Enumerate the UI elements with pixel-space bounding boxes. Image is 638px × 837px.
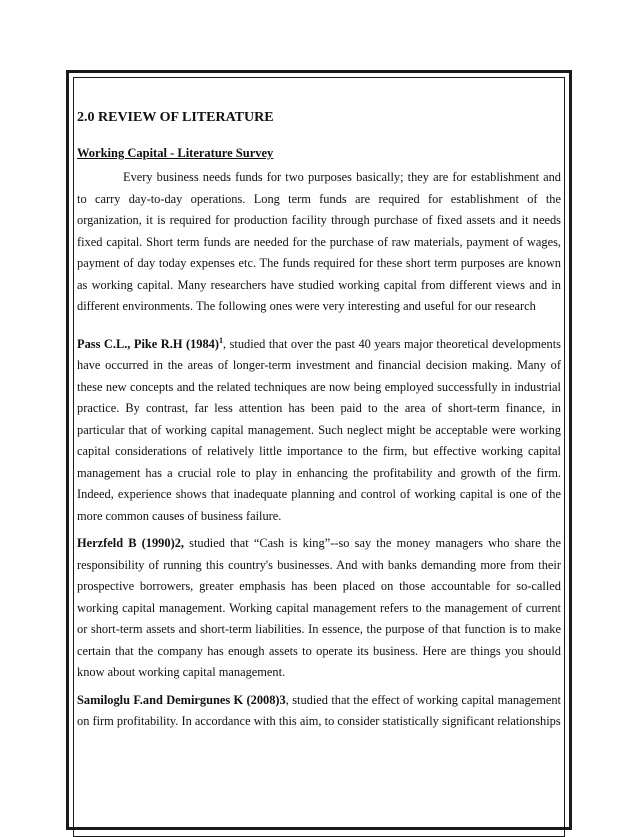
herzfeld-text: studied that “Cash is king”--so say the money managers who share the responsibility of running this country's businesses. And with banks demanding more from their prospective borrowers, greater emphasis has been placed on those accountable for so-called working capital management. Working capital management refers to the management of current or short-term assets and short-term liabilities. In essence, the purpose of that function is to make certain that the company has enough assets to operate its business. Here are things you should know about working capital management.: [77, 536, 562, 679]
samiloglu-paragraph: [77, 690, 561, 733]
section-subheading: Working Capital - Literature Survey: [77, 146, 274, 160]
samiloglu-text: , studied that the effect of working capital management on firm profitability. In accordance with this aim, to consider statistically significant relationships: [77, 692, 561, 728]
pass-pike-text: , studied that over the past 40 years major theoretical developments have occurred in the areas of longer-term investment and financial decision making. Many of these new concepts and the related techniques are now being employed successfully in industrial practice. By contrast, far less attention has been paid to the area of short-term finance, in particular that of working capital management. Such neglect might be acceptable were working capital considerations of relatively little importance to the firm, but effective working capital management has a crucial role to play in enhancing the profitability and growth of the firm. Indeed, experience shows that inadequate planning and control of working capital is one of the more common causes of business failure.: [77, 336, 561, 523]
herzfeld-citation: Herzfeld B (1990)2,: [77, 536, 184, 550]
intro-paragraph: Every business needs funds for two purposes basically; they are for establishment and to carry day-to-day operations. Long term funds are required for establishment of the organization, it is required for production facility through purchase of fixed assets and it needs fixed capital. Short term funds are needed for the purchase of raw materials, payment of wages, payment of day today expenses etc. The funds required for these short term purposes are known as working capital. Many researchers have studied working capital from different views and in different environments. The following ones were very interesting and useful for our research: [77, 170, 561, 313]
samiloglu-citation: Samiloglu F.and Demirgunes K (2008)3: [77, 692, 286, 707]
pass-pike-citation: Pass C.L., Pike R.H (1984): [77, 336, 219, 351]
footnote-marker: 1: [218, 335, 223, 345]
document-body: [77, 109, 561, 733]
section-heading: 2.0 REVIEW OF LITERATURE: [77, 110, 274, 125]
herzfeld-paragraph: [77, 533, 561, 684]
pass-pike-paragraph: [77, 334, 561, 528]
